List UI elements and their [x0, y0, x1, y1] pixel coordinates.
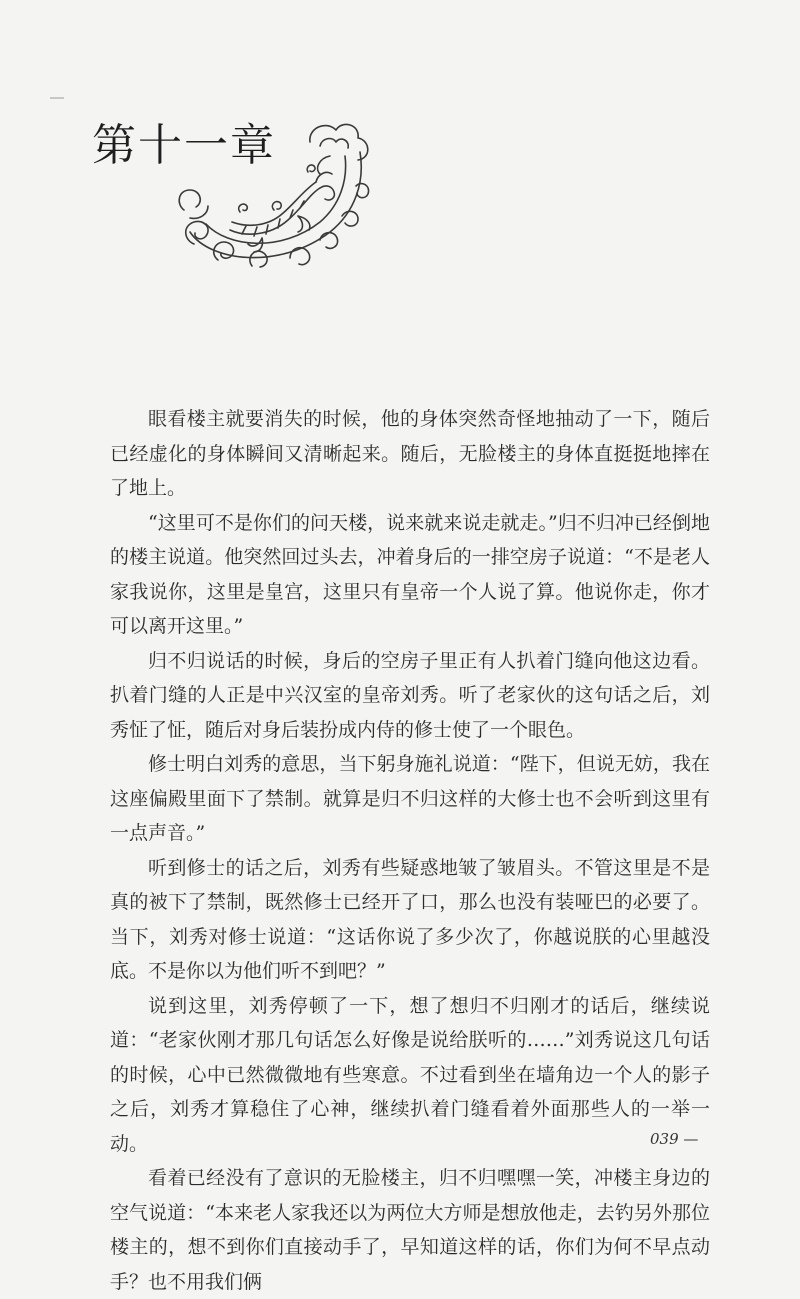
paragraph: 修士明白刘秀的意思，当下躬身施礼说道：“陛下，但说无妨，我在这座偏殿里面下了禁制。就算是归不归这样的大修士也不会听到这里有一点声音。”	[110, 753, 710, 844]
paragraph: 眼看楼主就要消失的时候，他的身体突然奇怪地抽动了一下，随后已经虚化的身体瞬间又清晰起来。随后，无脸楼主的身体直挺挺地摔在了地上。	[110, 408, 710, 499]
scan-speck-icon	[50, 96, 64, 100]
chapter-title: 第十一章	[92, 120, 276, 171]
cloud-dragon-ornament-icon	[170, 112, 380, 272]
paragraph: 看着已经没有了意识的无脸楼主，归不归嘿嘿一笑，冲楼主身边的空气说道：“本来老人家我还以为两位大方师是想放他走，去钓另外那位楼主的，想不到你们直接动手了，早知道这样的话，你们为何不早点动手？也不用我们俩	[110, 1167, 710, 1293]
paragraph: 归不归说话的时候，身后的空房子里正有人扒着门缝向他这边看。扒着门缝的人正是中兴汉室的皇帝刘秀。听了老家伙的这句话之后，刘秀怔了怔，随后对身后装扮成内侍的修士使了一个眼色。	[110, 649, 710, 741]
page-number: 039 —	[650, 1130, 699, 1148]
paragraph: 听到修士的话之后，刘秀有些疑惑地皱了皱眉头。不管这里是不是真的被下了禁制，既然修士已经开了口，那么也没有装哑巴的必要了。当下，刘秀对修士说道：“这话你说了多少次了，你越说朕的心里越没底。不是你以为他们听不到吧？”	[110, 856, 710, 982]
chapter-body	[110, 402, 710, 1299]
paragraph: “这里可不是你们的问天楼，说来就来说走就走。”归不归冲已经倒地的楼主说道。他突然回过头去，冲着身后的一排空房子说道：“不是老人家我说你，这里是皇宫，这里只有皇帝一个人说了算。他说你走，你才可以离开这里。”	[110, 511, 710, 637]
paragraph: 说到这里，刘秀停顿了一下，想了想归不归刚才的话后，继续说道：“老家伙刚才那几句话怎么好像是说给朕听的……”刘秀说这几句话的时候，心中已然微微地有些寒意。不过看到坐在墙角边一个人的影子之后，刘秀才算稳住了心神，继续扒着门缝看着外面那些人的一举一动。	[110, 994, 710, 1155]
